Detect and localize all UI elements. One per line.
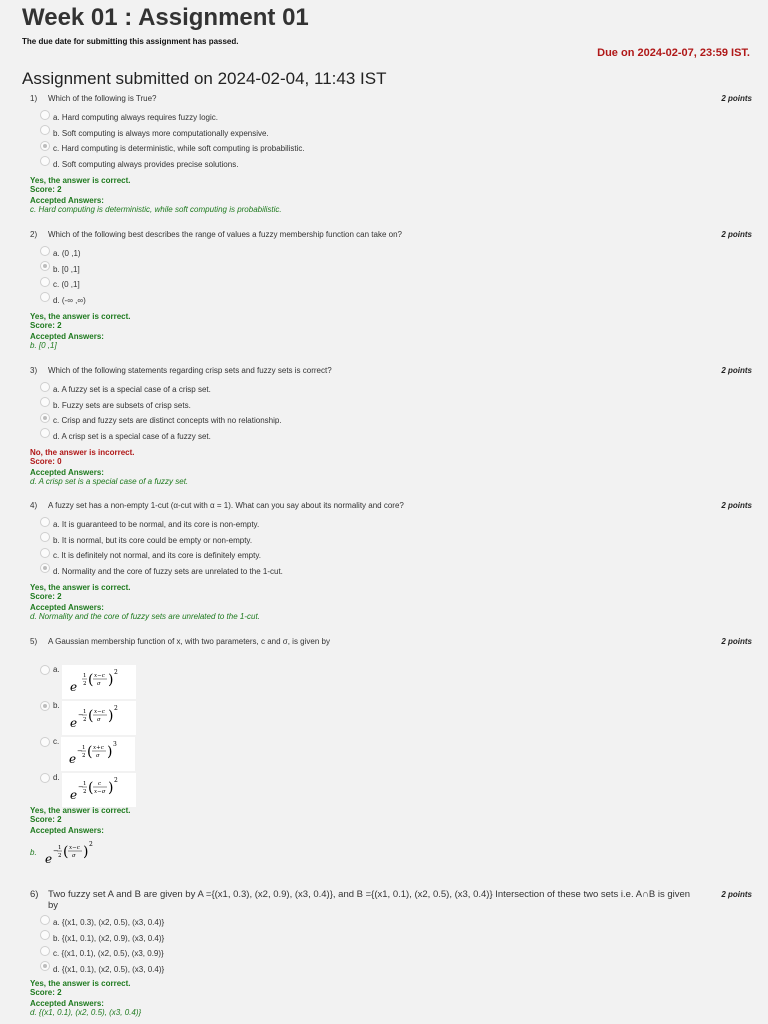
option-label: b. Soft computing is always more computationally expensive. [53,128,269,138]
formula-one: 1 [82,709,87,715]
formula-denominator: σ [96,681,101,687]
answer-option[interactable] [40,533,750,549]
accepted-formula-image [43,839,105,869]
answer-options [40,665,750,809]
page-title: Week 01 : Assignment 01 [22,4,309,31]
answer-options [40,382,750,444]
formula-one: 1 [82,745,86,751]
accepted-answer: d. Normality and the core of fuzzy sets are unrelated to the 1-cut. [30,611,260,621]
radio-button[interactable] [40,532,50,542]
question-5 [30,637,750,869]
formula-rparen: ) [82,843,89,860]
option-label: c. [53,737,60,746]
feedback [30,980,750,1017]
option-label: b. It is normal, but its core could be empty or non-empty. [53,535,253,545]
radio-button[interactable] [40,277,50,287]
answer-options [40,915,750,977]
radio-button[interactable] [40,665,50,675]
formula-numerator: c [97,781,101,787]
radio-button-selected[interactable] [40,261,50,271]
option-label: b. [53,701,60,710]
radio-button[interactable] [40,382,50,392]
radio-button-selected[interactable] [40,413,50,423]
question-number: 3) [30,366,38,375]
formula-image [61,737,135,771]
question-text: Which of the following statements regarding crisp sets and fuzzy sets is correct? [48,366,332,375]
radio-button[interactable] [40,246,50,256]
formula-two: 2 [82,681,87,687]
formula-lparen: ( [87,780,94,796]
formula-sign: − [77,711,84,719]
radio-button-selected[interactable] [40,961,50,971]
due-date: Due on 2024-02-07, 23:59 IST. [597,47,750,59]
answer-option[interactable] [40,382,750,398]
accepted-label: Accepted Answers: [30,603,104,612]
option-label: a. [53,665,60,674]
radio-button[interactable] [40,517,50,527]
question-points: 2 points [721,94,752,103]
feedback [30,313,750,350]
feedback [30,449,750,486]
formula-lparen: ( [62,843,69,860]
answer-option[interactable] [40,246,750,262]
question-number: 6) [30,889,39,900]
answer-option[interactable] [40,262,750,278]
formula-base: e [69,680,77,694]
feedback [30,807,750,869]
formula-base: e [69,716,77,730]
accepted-label: Accepted Answers: [30,468,104,477]
due-passed-notice: The due date for submitting this assignment has passed. [22,37,239,46]
accepted-label: Accepted Answers: [30,196,104,205]
formula-exponent: 3 [113,741,118,748]
formula-rparen: ) [107,672,114,688]
question-1 [30,94,750,214]
formula-lparen: ( [87,672,94,688]
radio-button[interactable] [40,397,50,407]
score-text: Score: 2 [30,591,62,601]
question-text: Two fuzzy set A and B are given by A ={(x1, 0.3), (x2, 0.9), (x3, 0.4)}, and B ={(x1, 0.1), (x2, 0.5), (x3, 0.4)} Intersection of these two sets i.e. A∩B is given by [48,889,691,911]
formula-sign: − [77,783,84,791]
answer-options [40,246,750,308]
question-4 [30,501,750,621]
formula-option[interactable] [40,665,750,701]
formula-option[interactable] [40,737,750,773]
option-label: d. (-∞ ,∞) [53,295,86,305]
accepted-answer-row [30,839,750,869]
submission-status: Assignment submitted on 2024-02-04, 11:43 IST [22,69,387,88]
accepted-answer: b. [30,848,37,858]
result-text: Yes, the answer is correct. [30,176,131,185]
answer-option[interactable] [40,398,750,414]
formula-exponent: 2 [113,669,118,676]
formula-lparen: ( [87,744,93,760]
option-label: c. Hard computing is deterministic, while soft computing is probabilistic. [53,144,305,154]
question-text: A fuzzy set has a non-empty 1-cut (α-cut with α = 1). What can you say about its normality and core? [48,501,404,510]
formula-two: 2 [82,717,87,723]
answer-option[interactable] [40,915,750,931]
answer-option[interactable] [40,946,750,962]
question-points: 2 points [721,637,752,646]
score-text: Score: 2 [30,184,62,194]
feedback [30,584,750,621]
option-label: d. Normality and the core of fuzzy sets are unrelated to the 1-cut. [53,566,283,576]
result-text: No, the answer is incorrect. [30,448,135,457]
accepted-label: Accepted Answers: [30,332,104,341]
answer-options [40,517,750,579]
option-label: a. Hard computing always requires fuzzy logic. [53,113,218,123]
option-label: b. {(x1, 0.1), (x2, 0.9), (x3, 0.4)} [53,933,165,943]
result-text: Yes, the answer is correct. [30,806,131,815]
radio-button[interactable] [40,292,50,302]
answer-option[interactable] [40,413,750,429]
accepted-answer: d. A crisp set is a special case of a fuzzy set. [30,476,189,486]
radio-button[interactable] [40,428,50,438]
radio-button[interactable] [40,930,50,940]
formula-image [62,701,136,735]
formula-one: 1 [82,781,87,787]
accepted-label: Accepted Answers: [30,999,104,1008]
result-text: Yes, the answer is correct. [30,312,131,321]
formula-rparen: ) [107,780,114,796]
result-text: Yes, the answer is correct. [30,583,131,592]
question-number: 5) [30,637,38,646]
answer-option[interactable] [40,141,750,157]
formula-one: 1 [82,673,87,679]
question-3 [30,366,750,486]
option-label: d. Soft computing always provides precise solutions. [53,159,239,169]
formula-denominator: σ [71,852,76,859]
accepted-answer: b. [0 ,1] [30,340,57,350]
question-points: 2 points [721,230,752,239]
formula-one: 1 [57,844,62,851]
option-label: b. [0 ,1] [53,264,80,274]
formula-base: e [69,788,77,802]
option-label: a. (0 ,1) [53,249,81,259]
score-text: Score: 2 [30,814,62,824]
question-number: 1) [30,94,38,103]
answer-option[interactable] [40,962,750,978]
answer-option[interactable] [40,277,750,293]
answer-option[interactable] [40,110,750,126]
score-text: Score: 2 [30,987,62,997]
formula-image [62,773,136,807]
question-text: Which of the following best describes the range of values a fuzzy membership function can take on? [48,230,402,239]
formula-option[interactable] [40,701,750,737]
formula-lparen: ( [87,708,94,724]
answer-option[interactable] [40,293,750,309]
formula-two: 2 [57,852,62,859]
formula-numerator: x−c [93,673,105,679]
formula-denominator: σ [96,753,100,759]
option-label: c. (0 ,1] [53,280,80,290]
answer-option[interactable] [40,931,750,947]
question-number: 4) [30,501,38,510]
answer-option[interactable] [40,548,750,564]
option-label: d. [53,773,60,782]
option-label: a. {(x1, 0.3), (x2, 0.5), (x3, 0.4)} [53,918,165,928]
question-points: 2 points [721,366,752,375]
accepted-label: Accepted Answers: [30,826,104,835]
question-text: Which of the following is True? [48,94,157,103]
answer-option[interactable] [40,157,750,173]
option-label: b. Fuzzy sets are subsets of crisp sets. [53,400,191,410]
formula-base: e [69,752,77,766]
radio-button[interactable] [40,548,50,558]
question-6 [30,889,750,1017]
formula-sign: − [52,846,59,855]
question-points: 2 points [721,501,752,510]
option-label: c. {(x1, 0.1), (x2, 0.5), (x3, 0.9)} [53,949,164,959]
answer-options [40,110,750,172]
formula-numerator: x−c [93,709,105,715]
formula-exponent: 2 [88,840,93,848]
option-label: a. A fuzzy set is a special case of a crisp set. [53,385,211,395]
radio-button[interactable] [40,946,50,956]
radio-button-selected[interactable] [40,563,50,573]
question-text: A Gaussian membership function of x, with two parameters, c and σ, is given by [48,637,330,646]
question-points: 2 points [721,890,752,899]
formula-base: e [44,851,52,866]
formula-exponent: 2 [113,705,118,712]
accepted-answer: d. {(x1, 0.1), (x2, 0.5), (x3, 0.4)} [30,1007,142,1017]
formula-rparen: ) [107,708,114,724]
score-text: Score: 2 [30,320,62,330]
formula-two: 2 [82,753,86,759]
answer-option[interactable] [40,126,750,142]
score-text: Score: 0 [30,456,62,466]
radio-button[interactable] [40,125,50,135]
formula-exponent: 2 [113,777,118,784]
option-label: d. A crisp set is a special case of a fuzzy set. [53,431,211,441]
formula-denominator: σ [96,717,101,723]
answer-option[interactable] [40,429,750,445]
radio-button-selected[interactable] [40,141,50,151]
option-label: a. It is guaranteed to be normal, and its core is non-empty. [53,520,260,530]
question-2 [30,230,750,350]
option-label: c. Crisp and fuzzy sets are distinct concepts with no relationship. [53,416,282,426]
radio-button[interactable] [40,773,50,783]
formula-option[interactable] [40,773,750,809]
question-number: 2) [30,230,38,239]
formula-numerator: x−c [68,844,80,851]
feedback [30,177,750,214]
accepted-answer: c. Hard computing is deterministic, while soft computing is probabilistic. [30,204,282,214]
radio-button[interactable] [40,737,50,747]
radio-button[interactable] [40,915,50,925]
formula-sign: − [77,747,84,755]
radio-button[interactable] [40,156,50,166]
formula-numerator: x+c [93,745,105,751]
formula-image [62,665,136,699]
radio-button[interactable] [40,110,50,120]
formula-two: 2 [82,789,87,795]
option-label: d. {(x1, 0.1), (x2, 0.5), (x3, 0.4)} [53,964,165,974]
option-label: c. It is definitely not normal, and its core is definitely empty. [53,551,261,561]
formula-denominator: x−σ [93,789,106,795]
radio-button-selected[interactable] [40,701,50,711]
result-text: Yes, the answer is correct. [30,979,131,988]
formula-rparen: ) [107,744,113,760]
answer-option[interactable] [40,517,750,533]
answer-option[interactable] [40,564,750,580]
